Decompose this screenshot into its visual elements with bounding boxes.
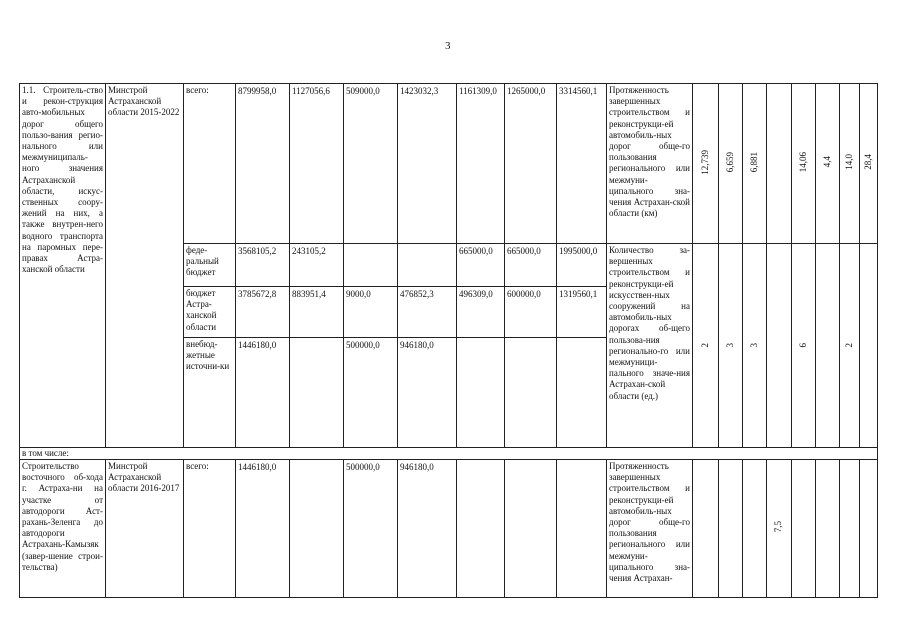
amount-cell: 1995000,0 bbox=[557, 244, 607, 287]
amount-cell bbox=[290, 460, 344, 598]
amount-cell bbox=[457, 338, 505, 448]
amount-cell: 946180,0 bbox=[398, 460, 457, 598]
page-number: 3 bbox=[445, 40, 451, 52]
amount-cell: 946180,0 bbox=[398, 338, 457, 448]
amount-cell: 1265000,0 bbox=[505, 84, 557, 244]
amount-cell: 1161309,0 bbox=[457, 84, 505, 244]
source-label: всего: bbox=[184, 460, 236, 598]
amount-cell bbox=[398, 244, 457, 287]
executor: Минстрой Астраханской области 2016-2017 bbox=[106, 460, 184, 598]
amount-cell bbox=[505, 460, 557, 598]
source-label: феде-ральный бюджет bbox=[184, 244, 236, 287]
indicator-value: 3 bbox=[748, 343, 759, 348]
amount-cell: 665000,0 bbox=[457, 244, 505, 287]
indicator-value: 14,0 bbox=[843, 154, 854, 170]
amount-cell bbox=[290, 338, 344, 448]
amount-cell: 3568105,2 bbox=[236, 244, 290, 287]
amount-cell bbox=[344, 244, 398, 287]
amount-cell: 509000,0 bbox=[344, 84, 398, 244]
amount-cell: 883951,4 bbox=[290, 287, 344, 338]
amount-cell: 1319560,1 bbox=[557, 287, 607, 338]
amount-cell: 1127056,6 bbox=[290, 84, 344, 244]
amount-cell: 500000,0 bbox=[344, 460, 398, 598]
source-label: бюджет Астра-ханской области bbox=[184, 287, 236, 338]
indicator-value: 28,4 bbox=[862, 154, 873, 170]
indicator-value: 6 bbox=[797, 343, 808, 348]
indicator-value: 4,4 bbox=[821, 156, 832, 168]
amount-cell: 3785672,8 bbox=[236, 287, 290, 338]
indicator-value: 14,06 bbox=[797, 151, 808, 173]
amount-cell: 8799958,0 bbox=[236, 84, 290, 244]
amount-cell: 476852,3 bbox=[398, 287, 457, 338]
activity-name: 1.1. Строитель-ство и рекон-струкция авто-мобильных дорог общего пользо-вания регио-нального или межмуниципаль-ного значения Астраханской области, искус-ственных соору-жений на них, а также внутрен-него водного транспорта на паромных пере-правах Астра-ханской области bbox=[20, 84, 106, 448]
indicator-value: 7,5 bbox=[773, 521, 784, 533]
indicator-value: 3 bbox=[724, 343, 735, 348]
indicator-name: Количество за-вершенных строительством и реконструкци-ей искусствен-ных сооружений на автомобиль-ных дорогах об-щего пользова-ния регионально-го или межмуници-пального значе-ния Астрахан-ской области (ед.) bbox=[607, 244, 693, 448]
indicator-name: Протяженность завершенных строительством и реконструкци-ей автомобиль-ных дорог обще-го пользования регионального или межмуни-ципального зна-чения Астрахан-ской области (км) bbox=[607, 84, 693, 244]
amount-cell: 1446180,0 bbox=[236, 338, 290, 448]
amount-cell: 665000,0 bbox=[505, 244, 557, 287]
amount-cell bbox=[457, 460, 505, 598]
amount-cell: 1423032,3 bbox=[398, 84, 457, 244]
amount-cell: 9000,0 bbox=[344, 287, 398, 338]
program-table bbox=[19, 83, 878, 598]
source-label: всего: bbox=[184, 84, 236, 244]
amount-cell: 1446180,0 bbox=[236, 460, 290, 598]
indicator-value: 2 bbox=[699, 343, 710, 348]
amount-cell: 500000,0 bbox=[344, 338, 398, 448]
indicator-value: 12,739 bbox=[699, 149, 710, 175]
amount-cell: 243105,2 bbox=[290, 244, 344, 287]
amount-cell: 3314560,1 bbox=[557, 84, 607, 244]
amount-cell bbox=[505, 338, 557, 448]
indicator-value: 2 bbox=[843, 343, 854, 348]
including-label: в том числе: bbox=[20, 448, 878, 460]
amount-cell bbox=[557, 338, 607, 448]
amount-cell: 496309,0 bbox=[457, 287, 505, 338]
indicator-name: Протяженность завершенных строительством и реконструкци-ей автомобиль-ных дорог обще-го пользования регионального или межмуни-ципального зна-чения Астрахан- bbox=[607, 460, 693, 598]
indicator-value: 6,659 bbox=[724, 151, 735, 173]
indicator-value: 6,881 bbox=[748, 151, 759, 173]
amount-cell bbox=[557, 460, 607, 598]
activity-name: Строительство восточного об-хода г. Астраха-ни на участке от автодороги Аст-рахань-Зеленга до автодороги Астрахань-Камызяк (завер-шение строи-тельства) bbox=[20, 460, 106, 598]
amount-cell: 600000,0 bbox=[505, 287, 557, 338]
executor: Минстрой Астраханской области 2015-2022 bbox=[106, 84, 184, 448]
source-label: внебюд-жетные источни-ки bbox=[184, 338, 236, 448]
